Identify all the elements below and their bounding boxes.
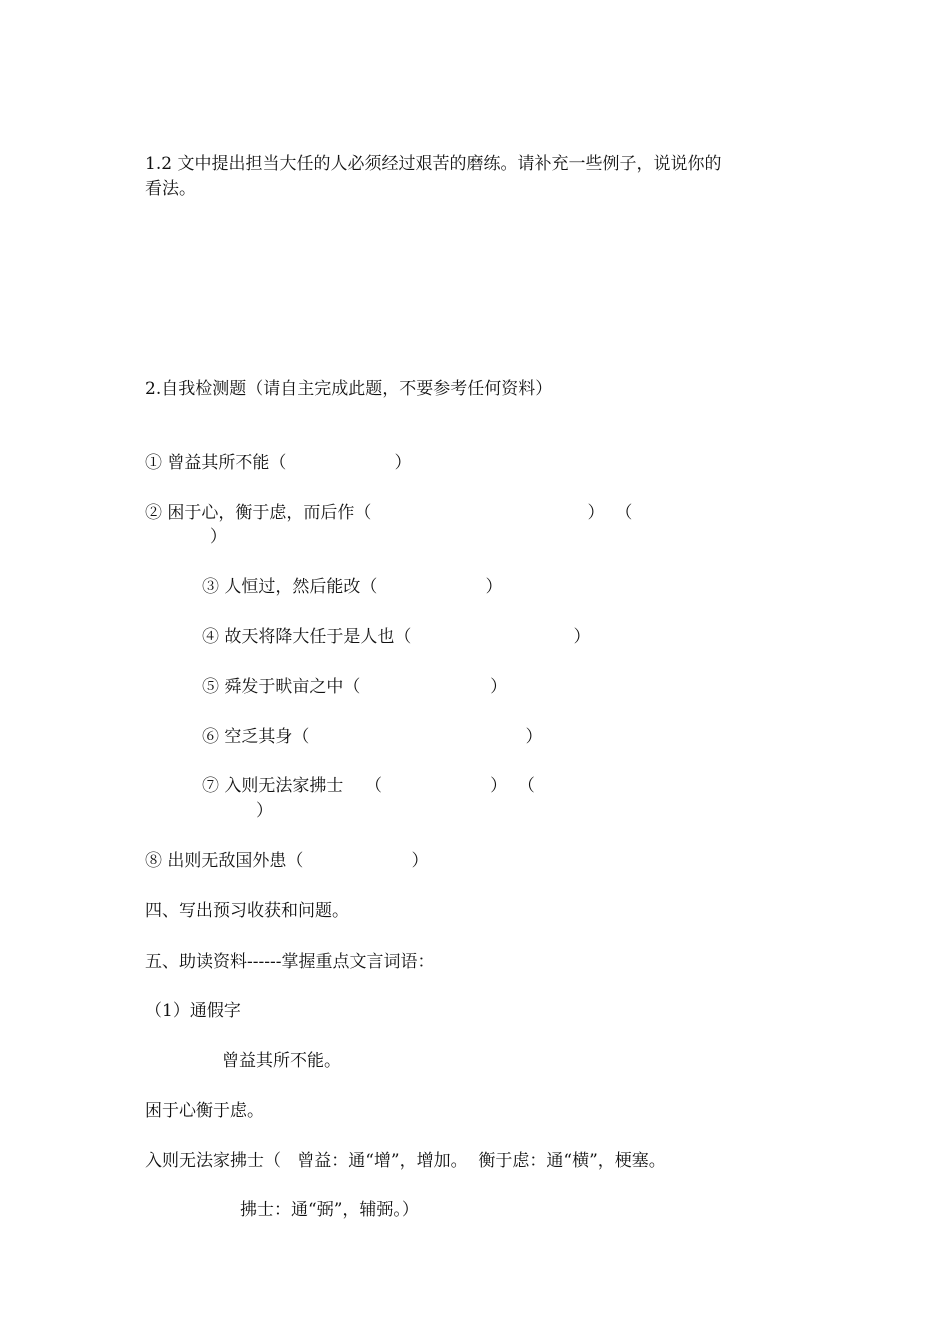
tongjiazi-line-2: 困于心衡于虑。: [145, 1101, 264, 1121]
question-1-2-line-2: 看法。: [145, 179, 196, 199]
quiz-item-7-continuation: ）: [202, 801, 274, 821]
question-1-2-line-1: 1.2 文中提出担当大任的人必须经过艰苦的磨练。请补充一些例子，说说你的: [145, 154, 722, 174]
tongjiazi-line-1: 曾益其所不能。: [222, 1051, 341, 1071]
quiz-item-1: ① 曾益其所不能（ ）: [145, 453, 412, 473]
quiz-item-5: ⑤ 舜发于畎亩之中（ ）: [202, 677, 508, 697]
quiz-item-4: ④ 故天将降大任于是人也（ ）: [202, 627, 591, 647]
tongjiazi-line-3: 入则无法家拂士（ 曾益：通“增”，增加。 衡于虑：通“横”，梗塞。: [145, 1151, 666, 1171]
section-4-title: 四、写出预习收获和问题。: [145, 901, 349, 921]
quiz-item-3: ③ 人恒过，然后能改（ ）: [202, 577, 503, 597]
question-2-title: 2.自我检测题（请自主完成此题，不要参考任何资料）: [145, 379, 553, 399]
tongjiazi-line-4: 拂士：通“弼”，辅弼。）: [240, 1200, 419, 1220]
quiz-item-8: ⑧ 出则无敌国外患（ ）: [145, 851, 429, 871]
section-5-subheading: （1）通假字: [145, 1001, 241, 1021]
quiz-item-7: ⑦ 入则无法家拂士 （ ） （: [202, 776, 535, 796]
quiz-item-2: ② 困于心，衡于虑，而后作（ ） （: [145, 503, 633, 523]
section-5-title: 五、助读资料------掌握重点文言词语：: [145, 952, 435, 972]
quiz-item-2-continuation: ）: [145, 527, 227, 547]
quiz-item-6: ⑥ 空乏其身（ ）: [202, 727, 543, 747]
